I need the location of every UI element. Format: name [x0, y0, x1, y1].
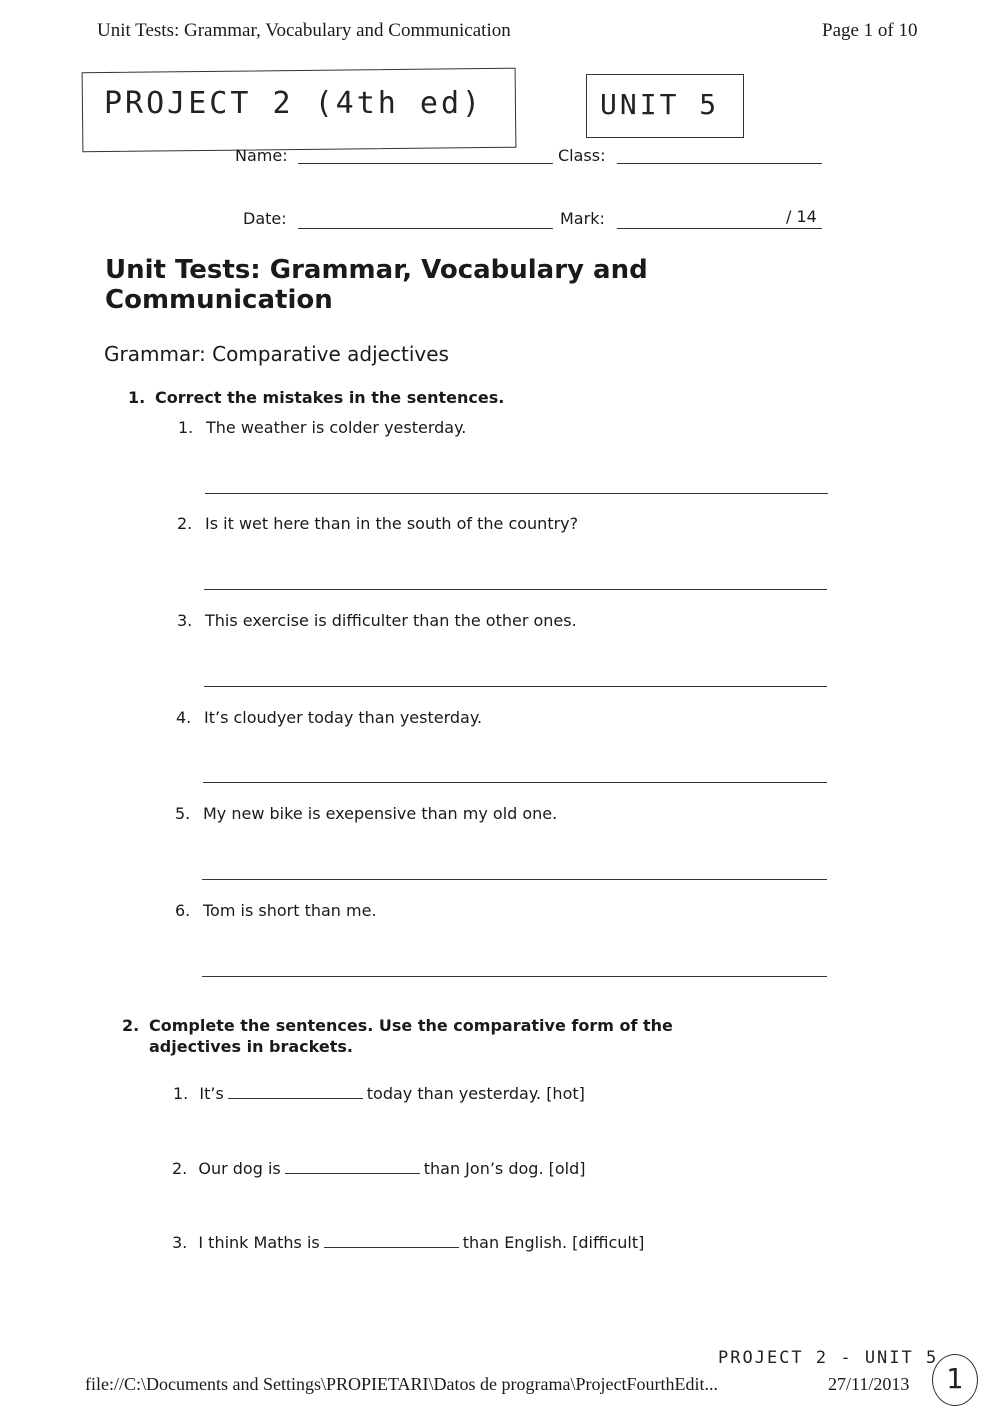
- exercise-2-instruction: Complete the sentences. Use the comparative form of the: [149, 1016, 673, 1035]
- ex1-item-number: 3.: [177, 611, 193, 630]
- page-header-title: Unit Tests: Grammar, Vocabulary and Communication: [97, 20, 511, 41]
- mark-label: Mark:: [560, 209, 605, 228]
- ex2-item-before: Our dog is: [198, 1159, 281, 1178]
- ex2-item-after: than Jon’s dog. [old]: [423, 1159, 586, 1178]
- class-field[interactable]: [617, 163, 822, 164]
- ex2-item-1: [173, 1084, 585, 1103]
- ex1-item-text: Is it wet here than in the south of the country?: [205, 514, 579, 533]
- class-label: Class:: [558, 146, 606, 165]
- ex2-blank[interactable]: [285, 1159, 420, 1174]
- footer-date: 27/11/2013: [828, 1374, 910, 1394]
- handwritten-project-label: PROJECT 2 (4th ed): [104, 86, 484, 121]
- ex2-item-before: I think Maths is: [198, 1233, 320, 1252]
- footer-file-path: file://C:\Documents and Settings\PROPIETARI\Datos de programa\ProjectFourthEdit...: [85, 1374, 718, 1394]
- ex1-item-number: 4.: [176, 708, 192, 727]
- ex1-item-number: 6.: [175, 901, 191, 920]
- mark-total: / 14: [786, 207, 817, 226]
- ex1-answer-line[interactable]: [204, 589, 827, 590]
- ex2-blank[interactable]: [228, 1084, 363, 1099]
- ex2-item-after: today than yesterday. [hot]: [366, 1084, 585, 1103]
- ex1-item-number: 5.: [175, 804, 191, 823]
- ex1-answer-line[interactable]: [204, 686, 827, 687]
- name-label: Name:: [235, 146, 288, 165]
- exercise-1-instruction: Correct the mistakes in the sentences.: [155, 388, 505, 407]
- section-title: Grammar: Comparative adjectives: [104, 342, 449, 366]
- date-label: Date:: [243, 209, 287, 228]
- ex1-item-text: The weather is colder yesterday.: [206, 418, 467, 437]
- exercise-1-number: 1.: [128, 388, 146, 407]
- ex2-item-before: It’s: [199, 1084, 224, 1103]
- page-number: Page 1 of 10: [822, 20, 918, 41]
- handwritten-footer-note: PROJECT 2 - UNIT 5: [718, 1348, 939, 1368]
- date-field[interactable]: [298, 228, 553, 229]
- page-title: Unit Tests: Grammar, Vocabulary and Communication: [105, 255, 648, 315]
- ex2-item-2: [172, 1159, 585, 1178]
- mark-field[interactable]: [617, 228, 822, 229]
- handwritten-unit-label: UNIT 5: [600, 88, 720, 121]
- ex2-item-number: 2.: [172, 1159, 188, 1178]
- ex1-item-number: 1.: [178, 418, 194, 437]
- ex1-item-text: Tom is short than me.: [203, 901, 377, 920]
- ex1-item-number: 2.: [177, 514, 193, 533]
- ex1-item-text: My new bike is exepensive than my old one.: [203, 804, 558, 823]
- ex1-answer-line[interactable]: [203, 782, 827, 783]
- name-field[interactable]: [298, 163, 553, 164]
- ex2-item-number: 1.: [173, 1084, 189, 1103]
- exercise-2-number: 2.: [122, 1016, 140, 1035]
- handwritten-circle-number: 1: [946, 1362, 963, 1395]
- ex2-blank[interactable]: [324, 1233, 459, 1248]
- ex1-item-text: It’s cloudyer today than yesterday.: [204, 708, 483, 727]
- ex2-item-after: than English. [difficult]: [462, 1233, 645, 1252]
- ex1-item-text: This exercise is difficulter than the other ones.: [205, 611, 577, 630]
- ex1-answer-line[interactable]: [202, 879, 827, 880]
- ex2-item-3: [172, 1233, 644, 1252]
- ex2-item-number: 3.: [172, 1233, 188, 1252]
- ex1-answer-line[interactable]: [202, 976, 827, 977]
- exercise-2-instruction-cont: adjectives in brackets.: [149, 1037, 353, 1056]
- ex1-answer-line[interactable]: [205, 493, 828, 494]
